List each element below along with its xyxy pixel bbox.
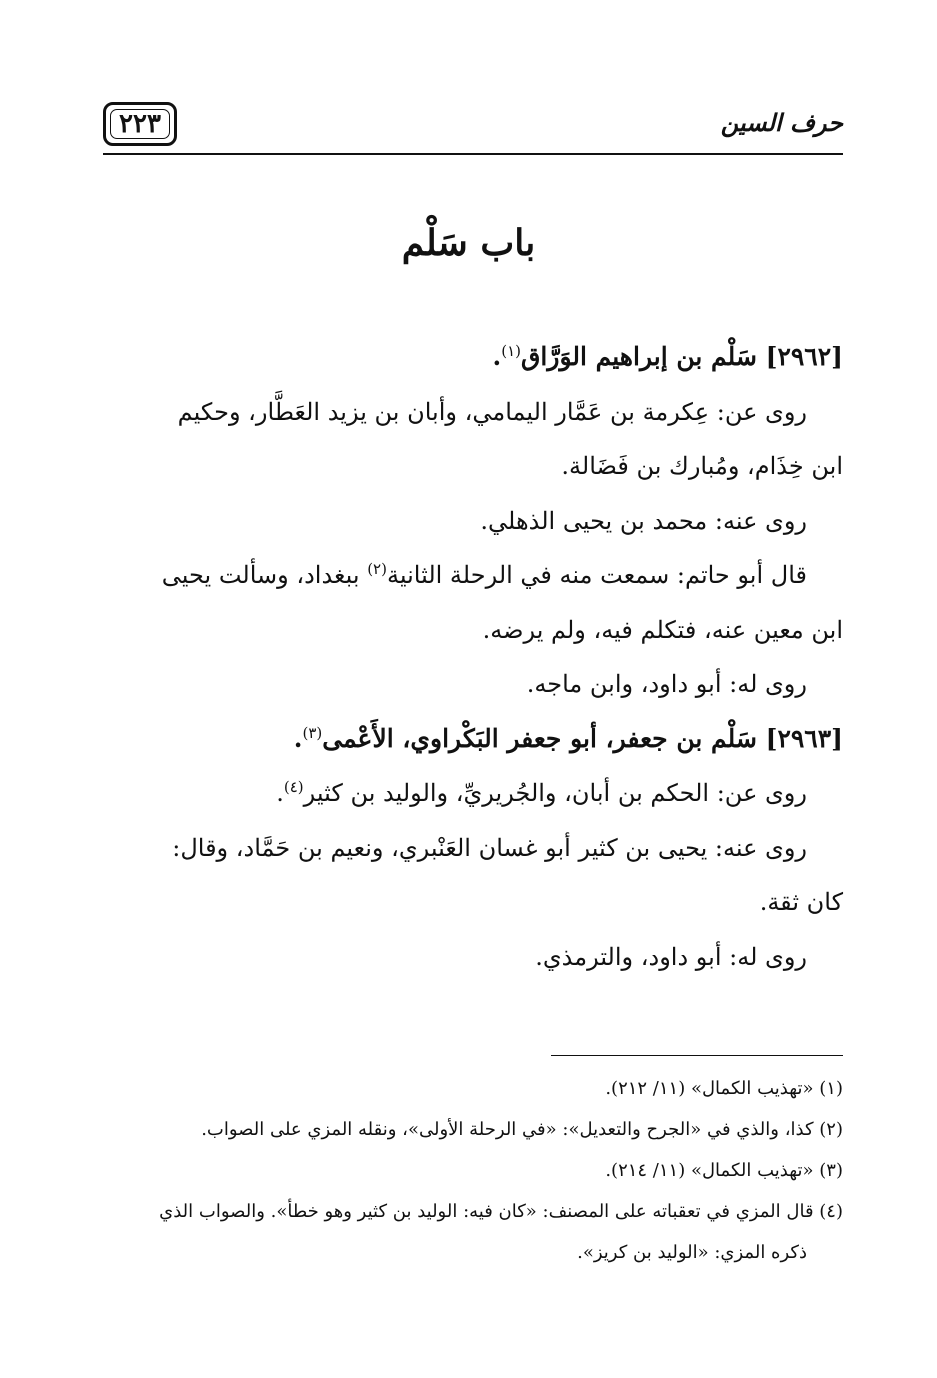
entry-title-end: .: [293, 723, 303, 753]
footnote-ref: (٤): [283, 778, 304, 796]
text-line: [104, 548, 843, 603]
running-head: حرف السين: [720, 108, 843, 137]
footnote-ref: (٢): [367, 560, 387, 578]
text-line: روى له: أبو داود، وابن ماجه.: [526, 670, 807, 698]
footnote: (٤) قال المزي في تعقباته على المصنف: «كان فيه: الوليد بن كثير وهو خطأ». والصواب الذي: [159, 1201, 843, 1222]
text-line: روى عنه: محمد بن يحيى الذهلي.: [480, 506, 807, 535]
footnotes: [104, 1068, 843, 1273]
text-segment: قال أبو حاتم: سمعت منه في الرحلة الثانية: [386, 561, 807, 589]
main-text: [104, 330, 843, 984]
text-line: روى عن: عِكرمة بن عَمَّار اليمامي، وأبان بن يزيد العَطَّار، وحكيم: [177, 397, 807, 426]
text-segment: ببغداد، وسألت يحيى: [161, 561, 368, 589]
footnote: (٣) «تهذيب الكمال» (١١/ ٢١٤).: [605, 1160, 843, 1181]
footnote-continuation: ذكره المزي: «الوليد بن كريز».: [577, 1242, 807, 1263]
page-number-box: [103, 102, 177, 146]
text-segment: .: [276, 779, 284, 807]
text-line: ابن خِذَام، ومُبارك بن فَضَالة.: [561, 452, 843, 480]
entry-title: [٢٩٦٣] سَلْم بن جعفر، أبو جعفر البَكْراوي، الأَعْمى: [322, 723, 843, 753]
text-line: كان ثقة.: [759, 888, 843, 916]
footnote: (٢) كذا، والذي في «الجرح والتعديل»: «في الرحلة الأولى»، ونقله المزي على الصواب.: [201, 1119, 843, 1140]
text-line: روى عنه: يحيى بن كثير أبو غسان العَنْبري، ونعيم بن حَمَّاد، وقال:: [172, 833, 807, 862]
text-line: [104, 766, 843, 821]
entry-title-end: .: [492, 342, 502, 371]
text-segment: روى عن: الحكم بن أبان، والجُريريِّ، والوليد بن كثير: [303, 779, 807, 807]
entry-heading: [104, 330, 843, 385]
chapter-title: باب سَلْم: [401, 222, 536, 264]
page-number: ٢٢٣: [119, 109, 161, 139]
text-line: ابن معين عنه، فتكلم فيه، ولم يرضه.: [482, 615, 843, 644]
entry-title: [٢٩٦٢] سَلْم بن إبراهيم الوَرَّاق: [521, 342, 843, 371]
footnote: (١) «تهذيب الكمال» (١١/ ٢١٢).: [605, 1078, 843, 1099]
footnote-ref: (٣): [302, 723, 323, 742]
entry-heading: [104, 712, 843, 767]
footnote-ref: (١): [501, 342, 522, 360]
text-line: روى له: أبو داود، والترمذي.: [535, 942, 807, 971]
footnote-rule: [551, 1055, 843, 1056]
header-rule: [103, 153, 843, 155]
